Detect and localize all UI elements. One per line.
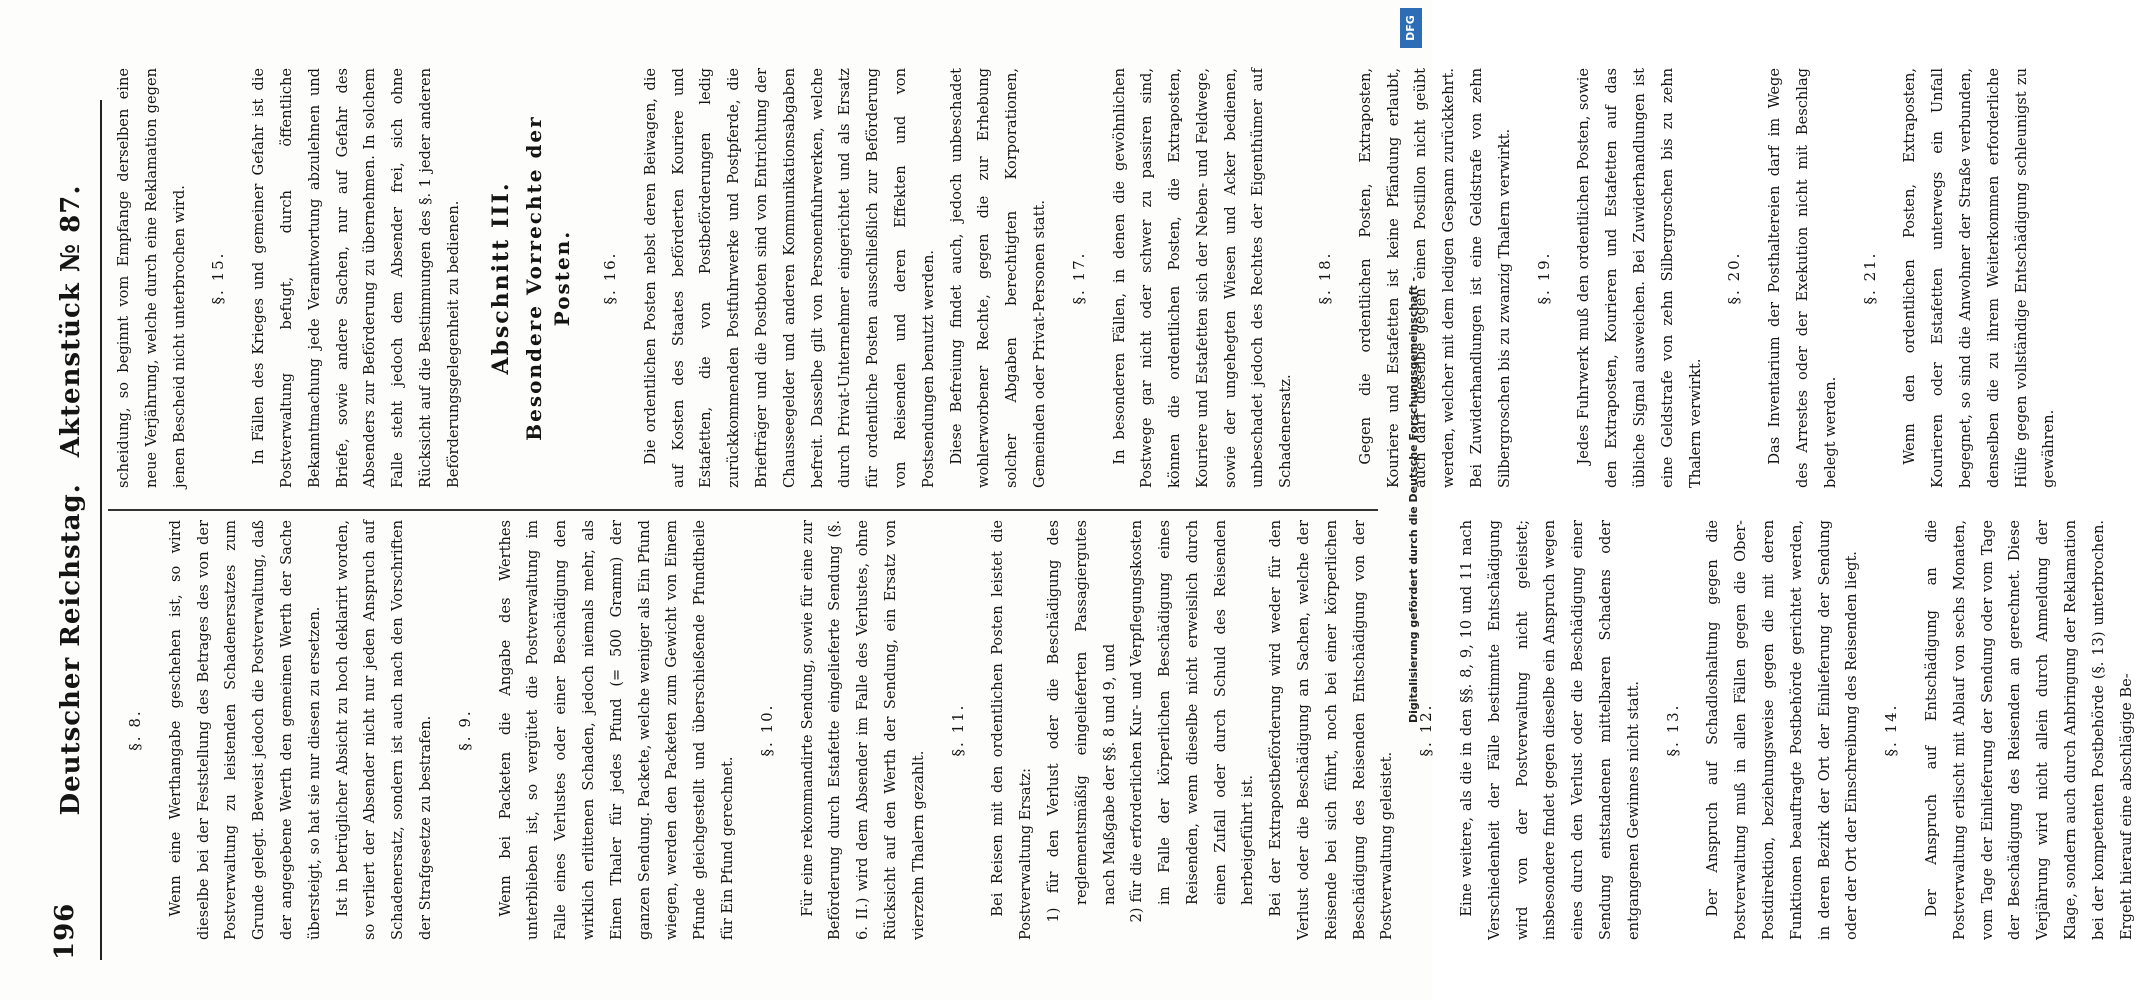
paragraph: Jedes Fuhrwerk muß den ordentlichen Posten, sowie den Extraposten, Kourieren und Estafetten auf das übliche Signal ausweichen. Bei Zuwiderhandlungen ist eine Geldstrafe von zehn Silbergroschen bis zu zehn Thalern verwirkt. xyxy=(1575,68,1704,488)
paragraph: Gegen die ordentlichen Posten, Extraposten, Kouriere und Estafetten ist keine Pfändung erlaubt, auch darf dieselbe gegen einen Postillon nicht geübt werden, welcher mit dem ledigen Gespann zurückkehrt. Bei Zuwiderhandlungen ist eine Geldstrafe von zehn Silbergroschen bis zu zwanzig Thalern verwirkt. xyxy=(1356,68,1513,488)
section-heading-12: §. 12. xyxy=(1417,703,1436,757)
section-heading-17: §. 17. xyxy=(1069,251,1088,305)
paragraph: Wenn eine Werthangabe geschehen ist, so wird dieselbe bei der Feststellung des Betrages des von der Postverwaltung zu leistenden Schadenersatzes zum Grunde gelegt. Beweist jedoch die Postverwaltung, daß der angegebene Werth den gemeinen Werth der Sache übersteigt, so hat sie nur diesen zu ersetzen. xyxy=(166,520,323,940)
page-number: 196 xyxy=(50,902,80,960)
part-heading: Abschnitt III. xyxy=(487,181,514,375)
list-item: 2) für die erforderlichen Kur- und Verpflegungskosten im Falle der körperlichen Beschädigung eines Reisenden, wenn dieselbe nicht erweislich durch einen Zufall oder durch Schuld des Reisenden herbeigeführt ist. xyxy=(1128,520,1257,923)
section-heading-13: §. 13. xyxy=(1663,703,1682,757)
section-heading-15: §. 15. xyxy=(209,251,228,305)
paragraph: In besonderen Fällen, in denen die gewöhnlichen Postwege gar nicht oder schwer zu passiren sind, können die ordentlichen Posten, die Extraposten, Kouriere und Estafetten sich der Neben- und Feldwege, sowie der ungehegten Wiesen und Acker bedienen, unbeschadet jedoch des Rechtes der Eigenthümer auf Schadenersatz. xyxy=(1110,68,1295,488)
section-heading-20: §. 20. xyxy=(1725,251,1744,305)
paragraph: Die ordentlichen Posten nebst deren Beiwagen, die auf Kosten des Staates beförderten Kouriere und Estafetten, die von Postbeförderungen ledig zurückkommenden Postfuhrwerke und Postpferde, die Briefträger und die Postboten sind von Entrichtung der Chausseegelder und anderen Kommunikationsabgaben befreit. Dasselbe gilt von Personenfuhrwerken, welche durch Privat-Unternehmer eingerichtet und als Ersatz für ordentliche Posten ausschließlich zur Beförderung von Reisenden und deren Effekten und von Postsendungen benutzt werden. xyxy=(641,68,937,488)
paragraph: In Fällen des Krieges und gemeiner Gefahr ist die Postverwaltung befugt, durch öffentliche Bekanntmachung jede Verantwortung abzulehnen und Briefe, sowie andere Sachen, nur auf Gefahr des Absenders zur Beförderung zu übernehmen. In solchem Falle steht jedoch dem Absender frei, sich ohne Rücksicht auf die Bestimmungen des §. 1 jeder anderen Beförderungsgelegenheit zu bedienen. xyxy=(250,68,462,488)
paragraph: Der Anspruch auf Schadloshaltung gegen die Postverwaltung muß in allen Fällen gegen die Ober-Postdirektion, beziehungsweise gegen die mit deren Funktionen beauftragte Postbehörde gerichtet werden, in deren Bezirk der Ort der Einlieferung der Sendung oder der Ort der Einschreibung des Reisenden liegt. xyxy=(1704,520,1861,940)
paragraph: Wenn den ordentlichen Posten, Extraposten, Kourieren oder Estafetten unterwegs ein Unfall begegnet, so sind die Anwohner der Straße verbunden, denselben die zu ihrem Weiterkommen erforderliche Hülfe gegen vollständige Entschädigung schleunigst zu gewähren. xyxy=(1901,68,2058,488)
paragraph: Das Inventarium der Posthaltereien darf im Wege des Arrestes oder der Exekution nicht mit Beschlag belegt werden. xyxy=(1766,68,1839,488)
left-column xyxy=(110,520,2135,940)
paragraph: Der Anspruch auf Entschädigung an die Postverwaltung erlischt mit Ablauf von sechs Monaten, vom Tage der Einlieferung der Sendung oder vom Tage der Beschädigung des Reisenden an gerechnet. Diese Verjährung wird nicht allein durch Anmeldung der Klage, sondern auch durch Anbringung der Reklamation bei der kompetenten Postbehörde (§. 13) unterbrochen. Ergeht hierauf eine abschlägige Be- xyxy=(1923,520,2135,940)
header-title-left: Deutscher Reichstag. xyxy=(56,483,86,816)
section-heading-21: §. 21. xyxy=(1860,251,1879,305)
section-heading-8: §. 8. xyxy=(126,709,144,751)
paragraph: Ist in betrüglicher Absicht zu hoch deklarirt worden, so verliert der Absender nicht nur jeden Anspruch auf Schadenersatz, sondern ist auch nach den Vorschriften der Strafgesetze zu bestrafen. xyxy=(333,520,434,940)
digitization-credit: Digitalisierung gefördert durch die Deutsche Forschungsgemeinschaft - xyxy=(1407,276,1420,724)
section-heading-11: §. 11. xyxy=(948,703,967,757)
column-divider xyxy=(108,509,1378,511)
paragraph: Wenn bei Packeten die Angabe des Werthes unterblieben ist, so vergütet die Postverwaltung im Falle eines Verlustes oder einer Beschädigung den wirklich erlittenen Schaden, jedoch niemals mehr, als Einen Thaler für jedes Pfund (= 500 Gramm) der ganzen Sendung. Packete, welche weniger als Ein Pfund wiegen, werden den Packeten zum Gewicht von Einem Pfunde gleichgestellt und überschießende Pfundtheile für Ein Pfund gerechnet. xyxy=(496,520,736,940)
section-heading-16: §. 16. xyxy=(600,251,619,305)
running-header xyxy=(56,0,86,1000)
right-column xyxy=(110,68,2058,488)
paragraph: Eine weitere, als die in den §§. 8, 9, 10 und 11 nach Verschiedenheit der Fälle bestimmte Entschädigung wird von der Postverwaltung nicht geleistet; insbesondere findet gegen dieselbe ein Anspruch wegen eines durch den Verlust oder die Beschädigung einer Sendung entstandenen mittelbaren Schadens oder entgangenen Gewinnes nicht statt. xyxy=(1458,520,1642,940)
section-heading-18: §. 18. xyxy=(1316,251,1335,305)
header-rule xyxy=(100,100,102,960)
dfg-logo: DFG xyxy=(1400,8,1422,48)
part-title: Besondere Vorrechte der Posten. xyxy=(522,115,575,441)
list-item: 1) für den Verlust oder die Beschädigung des reglementsmäßig eingelieferten Passagiergutes nach Maßgabe der §§. 8 und 9, und xyxy=(1044,520,1118,923)
header-title-right: Aktenstück № 87. xyxy=(56,184,86,458)
section-heading-19: §. 19. xyxy=(1534,251,1553,305)
paragraph: Bei Reisen mit den ordentlichen Posten leistet die Postverwaltung Ersatz: xyxy=(989,520,1035,940)
paragraph: Für eine rekommandirte Sendung, sowie für eine zur Beförderung durch Estafette eingelieferte Sendung (§. 6. II.) wird dem Absender im Falle des Verlustes, ohne Rücksicht auf den Werth der Sendung, ein Ersatz von vierzehn Thalern gezahlt. xyxy=(798,520,927,940)
section-heading-14: §. 14. xyxy=(1882,703,1901,757)
paragraph: Diese Befreiung findet auch, jedoch unbeschadet wohlerworbener Rechte, gegen die zur Erhebung solcher Abgaben berechtigten Korporationen, Gemeinden oder Privat-Personen statt. xyxy=(947,68,1048,488)
paragraph: scheidung, so beginnt vom Empfange derselben eine neue Verjährung, welche durch eine Reklamation gegen jenen Bescheid nicht unterbrochen wird. xyxy=(115,68,188,488)
section-heading-9: §. 9. xyxy=(455,709,474,751)
section-heading-10: §. 10. xyxy=(757,703,776,757)
paragraph: Bei der Extrapostbeförderung wird weder für den Verlust oder die Beschädigung an Sachen, welche der Reisende bei sich führt, noch bei einer körperlichen Beschädigung des Reisenden Entschädigung von der Postverwaltung geleistet. xyxy=(1267,520,1396,940)
